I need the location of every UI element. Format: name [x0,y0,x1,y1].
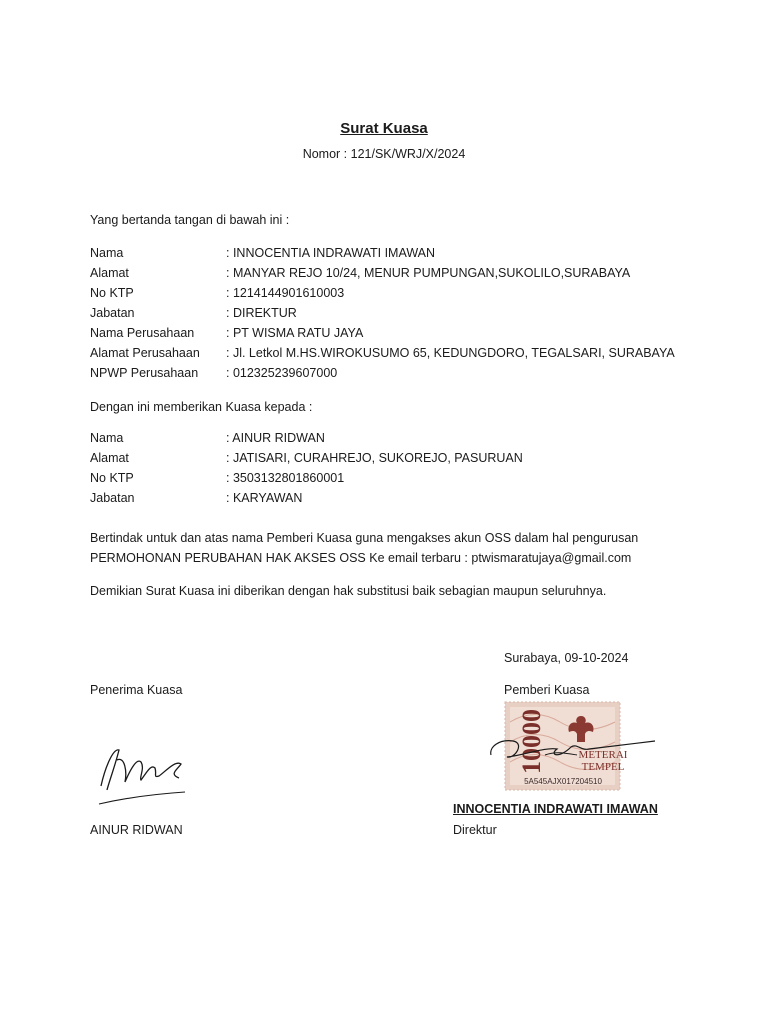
grantor-field-value: : 1214144901610003 [226,286,345,300]
grantee-field-value: : JATISARI, CURAHREJO, SUKOREJO, PASURUAN [226,451,523,465]
grantee-row [90,448,690,468]
grantor-field-label: No KTP [90,286,134,300]
grantor-field-label: Nama [90,246,124,260]
receiver-label: Penerima Kuasa [90,683,183,697]
giver-label: Pemberi Kuasa [504,683,590,697]
giver-title: Direktur [453,823,497,837]
body-paragraph-1: Bertindak untuk dan atas nama Pemberi Kuasa guna mengakses akun OSS dalam hal pengurusan PERMOHONAN PERUBAHAN HAK AKSES OSS Ke email terbaru : ptwismaratujaya@gmail.com [90,531,639,565]
giver-signature [485,725,660,770]
grantor-field-value: : PT WISMA RATU JAYA [226,326,364,340]
stamp-label-top: METERAI [578,749,628,761]
letter-title: Surat Kuasa [340,120,428,137]
grantee-field-label: No KTP [90,471,134,485]
letter-number: Nomor : 121/SK/WRJ/X/2024 [302,147,466,161]
body-paragraph-2: Demikian Surat Kuasa ini diberikan dengan hak substitusi baik sebagian maupun seluruhnya. [90,584,607,598]
grantee-row [90,428,690,448]
grantor-row [90,363,690,383]
grantor-row [90,263,690,283]
grantor-field-label: Jabatan [90,306,135,320]
grantee-field-label: Nama [90,431,124,445]
stamp-serial: 5A545AJX017204510 [524,777,602,786]
intro-text: Yang bertanda tangan di bawah ini : [90,213,290,227]
stamp-value: 10000 [517,709,546,774]
grantor-field-label: NPWP Perusahaan [90,366,199,380]
grantor-field-value: : Jl. Letkol M.HS.WIROKUSUMO 65, KEDUNGDORO, TEGALSARI, SURABAYA [226,346,675,360]
grantor-row [90,343,690,363]
grantor-field-value: : INNOCENTIA INDRAWATI IMAWAN [226,246,436,260]
stamp-label-bottom: TEMPEL [581,761,625,773]
grantor-field-value: : 012325239607000 [226,366,338,380]
grantor-field-label: Nama Perusahaan [90,326,195,340]
grantor-field-label: Alamat Perusahaan [90,346,200,360]
grantor-details [90,243,690,383]
grantee-field-value: : AINUR RIDWAN [226,431,325,445]
place-date: Surabaya, 09-10-2024 [504,651,629,665]
receiver-signature [95,738,200,813]
grantor-field-label: Alamat [90,266,129,280]
grantor-field-value: : DIREKTUR [226,306,297,320]
grantor-field-value: : MANYAR REJO 10/24, MENUR PUMPUNGAN,SUKOLILO,SURABAYA [226,266,631,280]
grantee-field-value: : KARYAWAN [226,491,303,505]
grantee-field-value: : 3503132801860001 [226,471,345,485]
grantee-field-label: Jabatan [90,491,135,505]
grantor-row [90,323,690,343]
grantee-details [90,428,690,508]
grantee-row [90,468,690,488]
grantee-field-label: Alamat [90,451,129,465]
grantor-row [90,303,690,323]
grantee-row [90,488,690,508]
giver-name: INNOCENTIA INDRAWATI IMAWAN [453,802,658,816]
grantor-row [90,283,690,303]
grantor-row [90,243,690,263]
receiver-name: AINUR RIDWAN [90,823,183,837]
grant-intro-text: Dengan ini memberikan Kuasa kepada : [90,400,313,414]
